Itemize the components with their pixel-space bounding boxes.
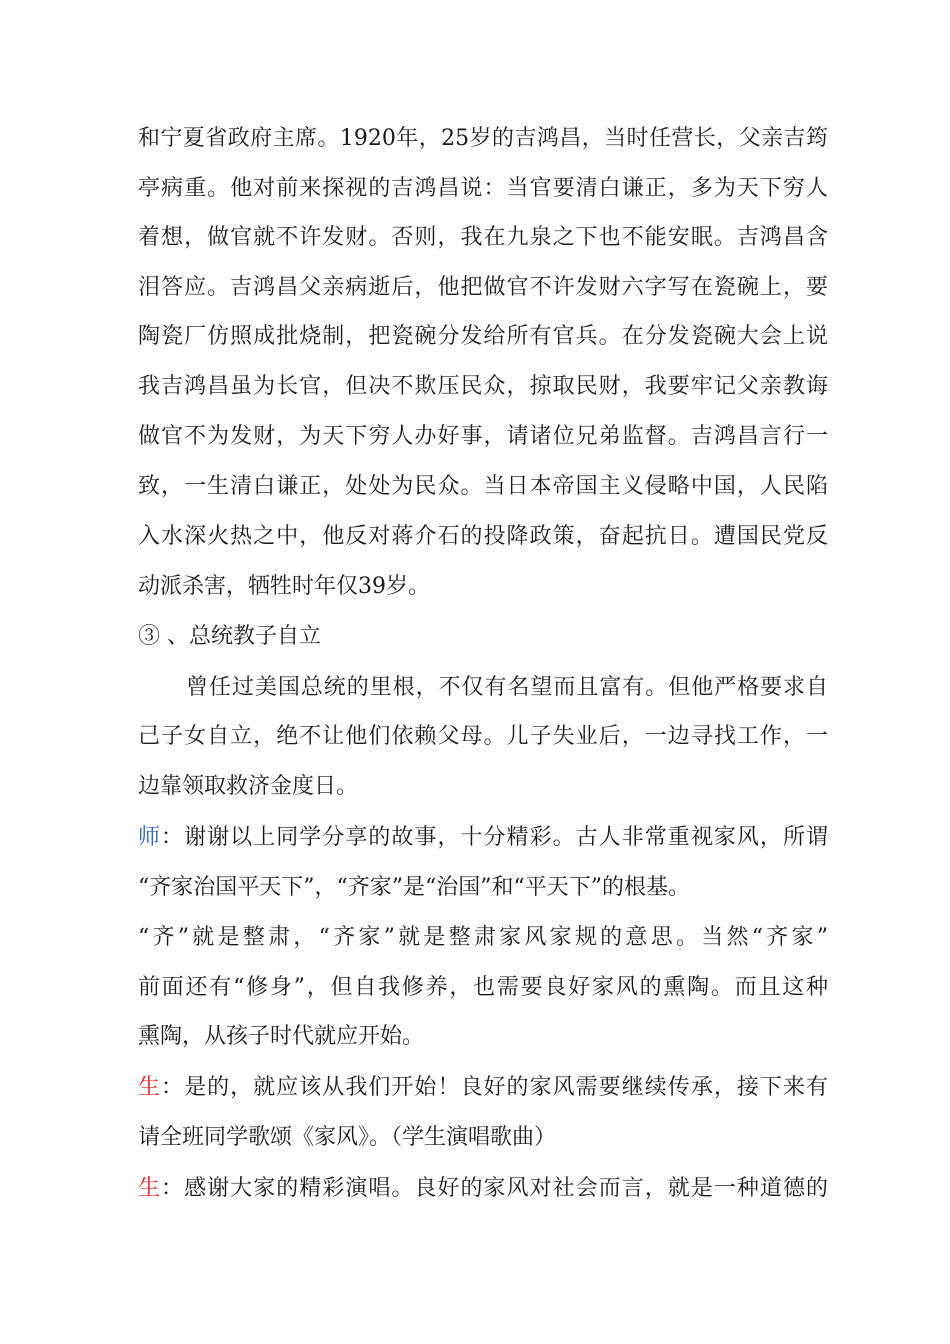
paragraph-line: 陶瓷厂仿照成批烧制，把瓷碗分发给所有官兵。在分发瓷碗大会上说 [138, 324, 828, 349]
paragraph-line: 着想，做官就不许发财。否则，我在九泉之下也不能安眠。吉鸿昌含 [138, 225, 828, 250]
student-dialogue-line: 生：是的，就应该从我们开始！良好的家风需要继续传承，接下来有 [138, 1075, 828, 1100]
student-dialogue-line: 生：感谢大家的精彩演唱。良好的家风对社会而言，就是一种道德的 [138, 1176, 828, 1201]
paragraph-line: 请全班同学歌颂《家风》。（学生演唱歌曲） [138, 1125, 557, 1150]
speaker-label-student: 生 [138, 1176, 162, 1201]
paragraph-line: 入水深火热之中，他反对蒋介石的投降政策，奋起抗日。遭国民党反 [138, 524, 828, 549]
paragraph-line: “齐家治国平天下”，“齐家”是“治国”和“平天下”的根基。 [138, 875, 690, 900]
paragraph-line: 动派杀害，牺牲时年仅39岁。 [138, 574, 430, 599]
paragraph-line: “齐”就是整肃，“齐家”就是整肃家风家规的意思。当然“齐家” [138, 925, 828, 950]
paragraph-line: 己子女自立，绝不让他们依赖父母。儿子失业后，一边寻找工作，一 [138, 724, 828, 749]
teacher-dialogue-line: 师：谢谢以上同学分享的故事，十分精彩。古人非常重视家风，所谓 [138, 825, 828, 850]
speaker-label-teacher: 师 [138, 825, 162, 850]
paragraph-line: 做官不为发财，为天下穷人办好事，请诸位兄弟监督。吉鸿昌言行一 [138, 424, 828, 449]
section-heading: ③ 、总统教子自立 [138, 624, 321, 649]
paragraph-line: 我吉鸿昌虽为长官，但决不欺压民众，掠取民财，我要牢记父亲教诲 [138, 374, 828, 399]
paragraph-line: 边靠领取救济金度日。 [138, 774, 359, 799]
paragraph-line: 曾任过美国总统的里根，不仅有名望而且富有。但他严格要求自 [186, 675, 828, 700]
paragraph-line: 前面还有“修身”，但自我修养，也需要良好家风的熏陶。而且这种 [138, 975, 828, 1000]
paragraph-line: 和宁夏省政府主席。1920年，25岁的吉鸿昌，当时任营长，父亲吉筠 [138, 126, 828, 151]
paragraph-line: 泪答应。吉鸿昌父亲病逝后，他把做官不许发财六字写在瓷碗上，要 [138, 275, 828, 300]
paragraph-line: 亭病重。他对前来探视的吉鸿昌说：当官要清白谦正，多为天下穷人 [138, 176, 828, 201]
paragraph-line: 熏陶，从孩子时代就应开始。 [138, 1024, 425, 1049]
speaker-label-student: 生 [138, 1075, 162, 1100]
paragraph-line: 致，一生清白谦正，处处为民众。当日本帝国主义侵略中国，人民陷 [138, 474, 828, 499]
